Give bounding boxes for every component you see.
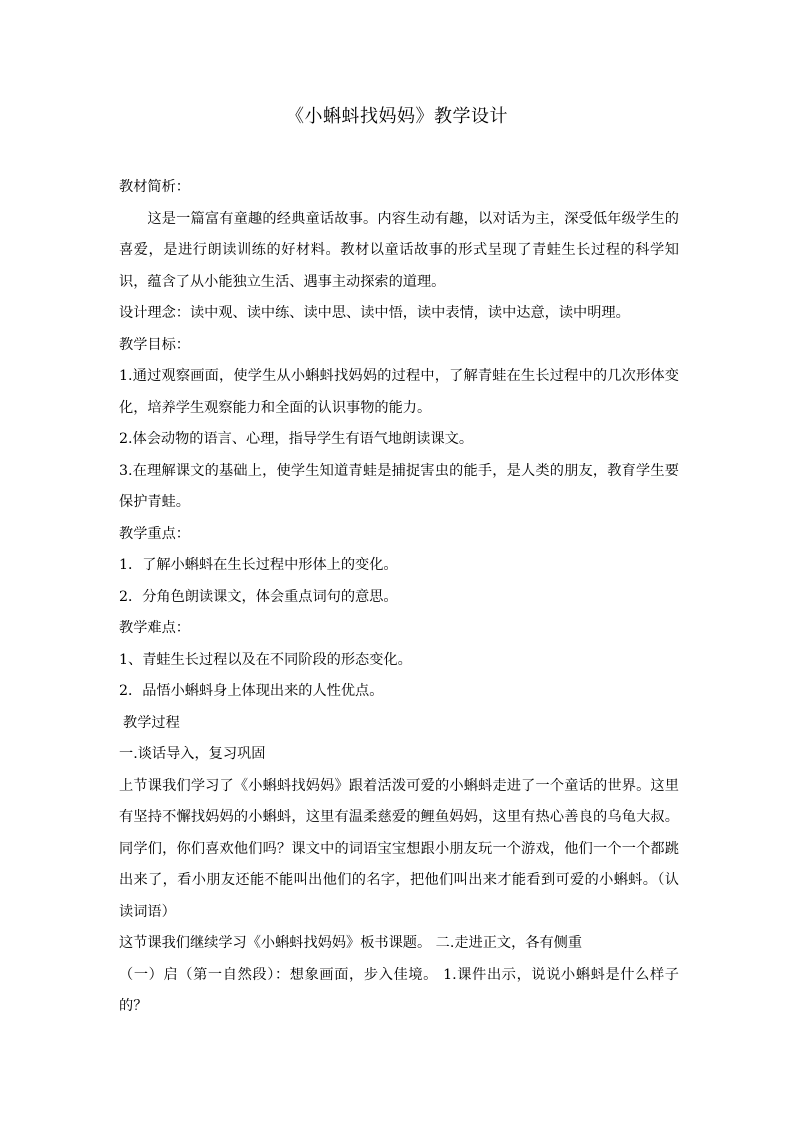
paragraph-design-concept: 设计理念：读中观、读中练、读中思、读中悟，读中表情，读中达意，读中明理。 <box>119 305 630 321</box>
section-heading-teaching-goals: 教学目标： <box>119 336 190 353</box>
difficulty-item-2: 2．品悟小蝌蚪身上体现出来的人性优点。 <box>119 683 384 699</box>
section-heading-key-points: 教学重点： <box>119 525 190 542</box>
paragraph-introduction: 上节课我们学习了《小蝌蚪找妈妈》跟着活泼可爱的小蝌蚪走进了一个童话的世界。这里有坚持不懈找妈妈的小蝌蚪，这里有温柔慈爱的鲤鱼妈妈，这里有热心善良的乌龟大叔。同学们，你们喜欢他们吗？课文中的词语宝宝想跟小朋友玩一个游戏，他们一个一个都跳出来了，看小朋友还能不能叫出他们的名字，把他们叫出来才能看到可爱的小蝌蚪。（认读词语） <box>119 777 679 920</box>
difficulty-item-1: 1、青蛙生长过程以及在不同阶段的形态变化。 <box>119 651 412 668</box>
goal-item-3: 3.在理解课文的基础上，使学生知道青蛙是捕捉害虫的能手，是人类的朋友，教育学生要保护青蛙。 <box>119 462 679 510</box>
paragraph-first-section: （一）启（第一自然段）：想象画面，步入佳境。 1.课件出示，说说小蝌蚪是什么样子的？ <box>119 966 679 1014</box>
process-step-1-heading: 一.谈话导入，复习巩固 <box>119 746 266 762</box>
goal-item-1: 1.通过观察画面，使学生从小蝌蚪找妈妈的过程中，了解青蛙在生长过程中的几次形体变化，培养学生观察能力和全面的认识事物的能力。 <box>119 368 679 416</box>
goal-item-2: 2.体会动物的语言、心理，指导学生有语气地朗读课文。 <box>119 431 474 447</box>
section-heading-textbook-analysis: 教材简析： <box>119 179 190 195</box>
key-point-item-1: 1．了解小蝌蚪在生长过程中形体上的变化。 <box>119 557 398 573</box>
section-heading-teaching-process: 教学过程 <box>123 714 180 731</box>
section-heading-difficulties: 教学难点： <box>119 620 190 636</box>
paragraph-textbook-analysis: 这是一篇富有童趣的经典童话故事。内容生动有趣，以对话为主，深受低年级学生的喜爱，是进行朗读训练的好材料。教材以童话故事的形式呈现了青蛙生长过程的科学知识，蕴含了从小能独立生活、遇事主动探索的道理。 <box>119 210 679 290</box>
paragraph-continue-lesson: 这节课我们继续学习《小蝌蚪找妈妈》板书课题。 二.走进正文，各有侧重 <box>119 935 583 951</box>
document-body <box>119 172 679 1023</box>
document-title: 《小蝌蚪找妈妈》教学设计 <box>286 106 508 127</box>
key-point-item-2: 2．分角色朗读课文，体会重点词句的意思。 <box>119 588 398 605</box>
